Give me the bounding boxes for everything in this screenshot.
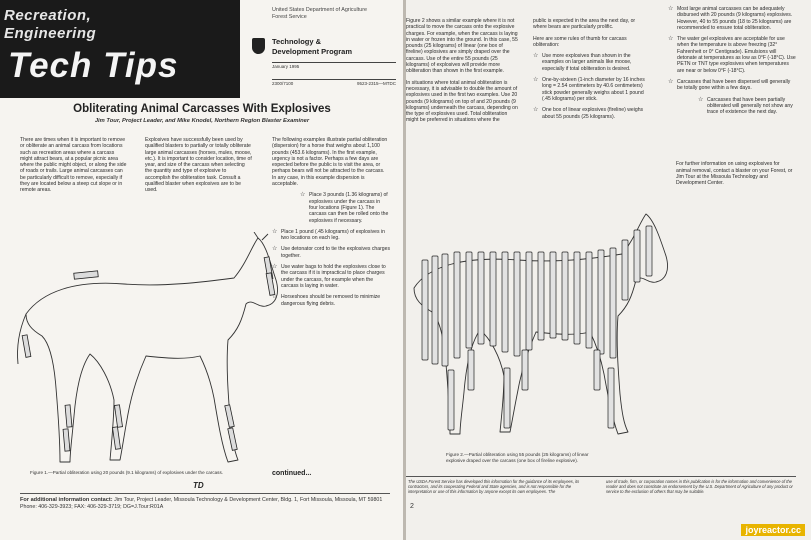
figure2-caption: Figure 2.—Partial obliteration using 55 pounds (25 kilograms) of linear explosive draped over the carcass (one box of fireline explosive).	[446, 452, 589, 463]
fireline-strand	[586, 252, 592, 348]
fireline-strand	[454, 252, 460, 358]
tdp-line2: Development Program	[272, 46, 353, 56]
fireline-strand	[562, 252, 568, 340]
left-column-1	[20, 137, 128, 199]
charge	[228, 428, 237, 451]
contact-footer	[20, 493, 390, 511]
right-col2-bullet-2: ☆ One box of linear explosives (fireline) weighs about 55 pounds (25 kilograms).	[533, 107, 649, 120]
article-byline: Jim Tour, Project Leader, and Mike Knodel, Northern Region Blaster Examiner	[94, 118, 310, 124]
left-col2-paragraph: Explosives have successfully been used by qualified blasters to partially or totally obliterate large animal carcasses (horses, mules, moose, etc.). It is important to consider location, time of year, and size of the carcass when selecting the quantity and type of explosive to accomplish the obliteration task. Consult a qualified blaster when explosives are to be used.	[145, 137, 252, 194]
usda-line1: United States Department of Agriculture	[272, 7, 367, 13]
fireline-strand	[598, 250, 604, 354]
program-name	[272, 37, 352, 56]
left-page	[0, 0, 404, 540]
fireline-strand	[538, 252, 544, 340]
leg-charge	[594, 350, 600, 390]
left-col1-paragraph: There are times when it is important to remove or obliterate an animal carcass from locations such as recreation areas where a carcass might attract bears, at a popular picnic area where the public might object, or along the side of roads or trails. Large animal carcasses can be particularly difficult to remove, especially if they are located below a steep cut slope or in remote areas.	[20, 137, 127, 194]
figure1-charges	[22, 257, 275, 451]
continued-label: continued...	[272, 470, 312, 477]
footer-label: For additional information contact:	[20, 497, 113, 503]
fireline-strand	[646, 226, 652, 276]
figure1-caption: Figure 1.—Partial obliteration using 20 pounds (9.1 kilograms) of explosives under the carcass.	[30, 470, 224, 475]
leg-charge	[522, 350, 528, 390]
right-col3-bullet-3: ☆ Carcasses that have been partially obliterated will generally not show any trace of existence the next day.	[698, 97, 796, 116]
fireline-strand	[422, 260, 428, 360]
banner-engineering: Engineering	[4, 25, 97, 42]
left-bullet-4: ☆ Horseshoes should be removed to minimize dangerous flying debris.	[272, 294, 390, 307]
issue-number-bar	[272, 79, 396, 87]
issue-date: January 1995	[272, 62, 396, 70]
tech-tips-banner	[0, 0, 240, 98]
charge	[114, 405, 122, 427]
right-col3-bullet-1: ☆ The water gel explosives are acceptable for use when the temperature is above freezing (32° Fahrenheit or 0° Centigrade). Emulsions will detonate at temperatures as low as 0°F (-18°C). Use PETN or TNT type explosives when temperatures are near or below 0°F (-18°C).	[668, 36, 796, 74]
fireline-strand	[526, 252, 532, 350]
td-logo: TD	[193, 481, 204, 490]
footer-text: Jim Tour, Project Leader, Missoula Technology & Development Center, Bldg. 1, Fort Missoula, Missoula, MT 59801 Phone: 406-329-3923; FAX: 406-329-3719; DG=J.Tour:R01A	[20, 497, 383, 510]
left-bullet-0: ☆ Place 3 pounds (1.36 kilograms) of explosives under the carcass in four locations (Figure 1). The carcass can then be rolled onto the explosives if necessary.	[300, 192, 390, 223]
leg-charge	[468, 350, 474, 390]
page-number: 2	[410, 503, 414, 510]
left-column-3	[272, 137, 390, 312]
banner-recreation: Recreation,	[4, 7, 92, 24]
charge	[225, 405, 234, 428]
right-col2-bullet-1: ☆ One-by-sixteen (1-inch diameter by 16 inches long = 2.54 centimeters by 40.6 centimeters) stick powder generally weighs about 1 pound (.45 kilograms) per stick.	[533, 77, 649, 102]
fireline-strand	[634, 230, 640, 282]
left-bullet-2: ☆ Use detonator cord to tie the explosives charges together.	[272, 246, 390, 259]
disclaimer-rule	[406, 476, 796, 477]
right-col3-bullet-2: ☆ Carcasses that have been dispersed will generally be totally gone within a few days.	[668, 79, 796, 92]
fireline-strand	[514, 252, 520, 356]
leg-charge	[608, 368, 614, 428]
usda-line2: Forest Service	[272, 14, 307, 20]
article-title: Obliterating Animal Carcasses With Explosives	[73, 103, 331, 115]
left-col3-intro: The following examples illustrate partial obliteration (dispersion) for a horse that weighs about 1,100 pounds (453.6 kilograms). In the first example, urgency is not a factor. Perhaps a few days are expected before the public is to visit the area, or perhaps bears will not be attracted to the carcass. In any case, in this example dispersion is acceptable.	[272, 137, 388, 188]
fireline-strand	[574, 252, 580, 344]
figure1-horse-illustration	[14, 232, 284, 467]
tdp-line1: Technology &	[272, 37, 322, 46]
disclaimer-left: The USDA Forest Service has developed this information for the guidance of its employees, its contractors, and its cooperating Federal and State agencies, and is not responsible for the interpretation or use of this information by anyone except its own employees. The	[408, 479, 580, 494]
fireline-strand	[622, 240, 628, 300]
left-column-2	[145, 137, 253, 199]
right-col1-p2: In situations where total animal obliteration is necessary, it is advisable to double the amount of explosives used in the first two examples. Use 20 pounds (9 kilograms) on top of and 20 pounds (9 kilograms) underneath the carcass, depending on the type of explosives used. Total obliteration might be preferred in situations where the	[406, 79, 518, 124]
left-bullet-1: ☆ Place 1 pound (.45 kilograms) of explosives in two locations on each leg.	[272, 229, 390, 242]
right-col2-rules: Here are some rules of thumb for carcass obliteration:	[533, 35, 627, 48]
leg-charge	[504, 368, 510, 428]
issue-number-right: 9523-2315—MTDC	[356, 81, 396, 86]
right-col3-closing: For further information on using explosives for animal removal, contact a blaster on your Forest, or Jim Tour at the Missoula Technology and Development Center.	[676, 161, 793, 187]
right-col2-bullet-0: ☆ Use more explosives than shown in the examples on larger animals like moose, especially if total obliteration is desired.	[533, 53, 649, 72]
fireline-strand	[550, 252, 556, 338]
banner-tech-tips: Tech Tips	[8, 46, 179, 85]
right-column-3	[668, 6, 796, 187]
right-column-1	[406, 18, 518, 129]
fireline-strand	[610, 248, 616, 358]
fireline-strand	[432, 256, 438, 364]
watermark: joyreactor.cc	[741, 524, 805, 536]
usda-heading	[272, 7, 367, 21]
right-col1-p1: Figure 2 shows a similar example where it is not practical to move the carcass onto the explosive charges. For example, when the carcass is laying in water or frozen into the ground. In this case, 55 pounds (25 kilograms) of linear (one box of fireline) explosives are simply draped over the carcass. Use of the entire 55 pounds (25 kilograms) of explosives will provide more obliteration than shown in the first example.	[406, 18, 518, 75]
right-col2-intro: public is expected in the area the next day, or where bears are particularly prolific.	[533, 18, 636, 31]
charge	[74, 271, 98, 279]
issue-number-left: 2300/7100	[272, 81, 294, 86]
fireline-strand	[442, 254, 448, 366]
disclaimer-right: use of trade, firm, or corporation names in this publication is for the information and convenience of the reader and does not constitute an endorsement by the U.S. Department of Agriculture of any product or service to the exclusion of others that may be suitable.	[606, 479, 793, 494]
charge	[65, 405, 72, 427]
right-page	[406, 0, 811, 540]
left-bullet-3: ☆ Use water bags to hold the explosives close to the carcass if it is impractical to place charges under the carcass, for example when the carcass is laying in water.	[272, 264, 390, 289]
fireline-strand	[502, 252, 508, 352]
fireline-strand	[466, 252, 472, 348]
charge	[112, 427, 120, 449]
forest-service-shield-icon	[252, 38, 265, 54]
right-column-2	[533, 18, 649, 125]
right-col3-bullet-0: ☆ Most large animal carcasses can be adequately disbursed with 20 pounds (9 kilograms) explosives. However, 40 to 55 pounds (18 to 25 kilograms) are recommended to ensure total obliteration.	[668, 6, 796, 31]
fireline-strand	[478, 252, 484, 344]
charge	[266, 273, 275, 296]
figure2-leg-charges	[448, 350, 614, 430]
charge	[22, 335, 31, 358]
fireline-strand	[490, 252, 496, 346]
leg-charge	[448, 370, 454, 430]
figure2-horse-illustration	[408, 210, 678, 440]
charge	[63, 429, 70, 451]
